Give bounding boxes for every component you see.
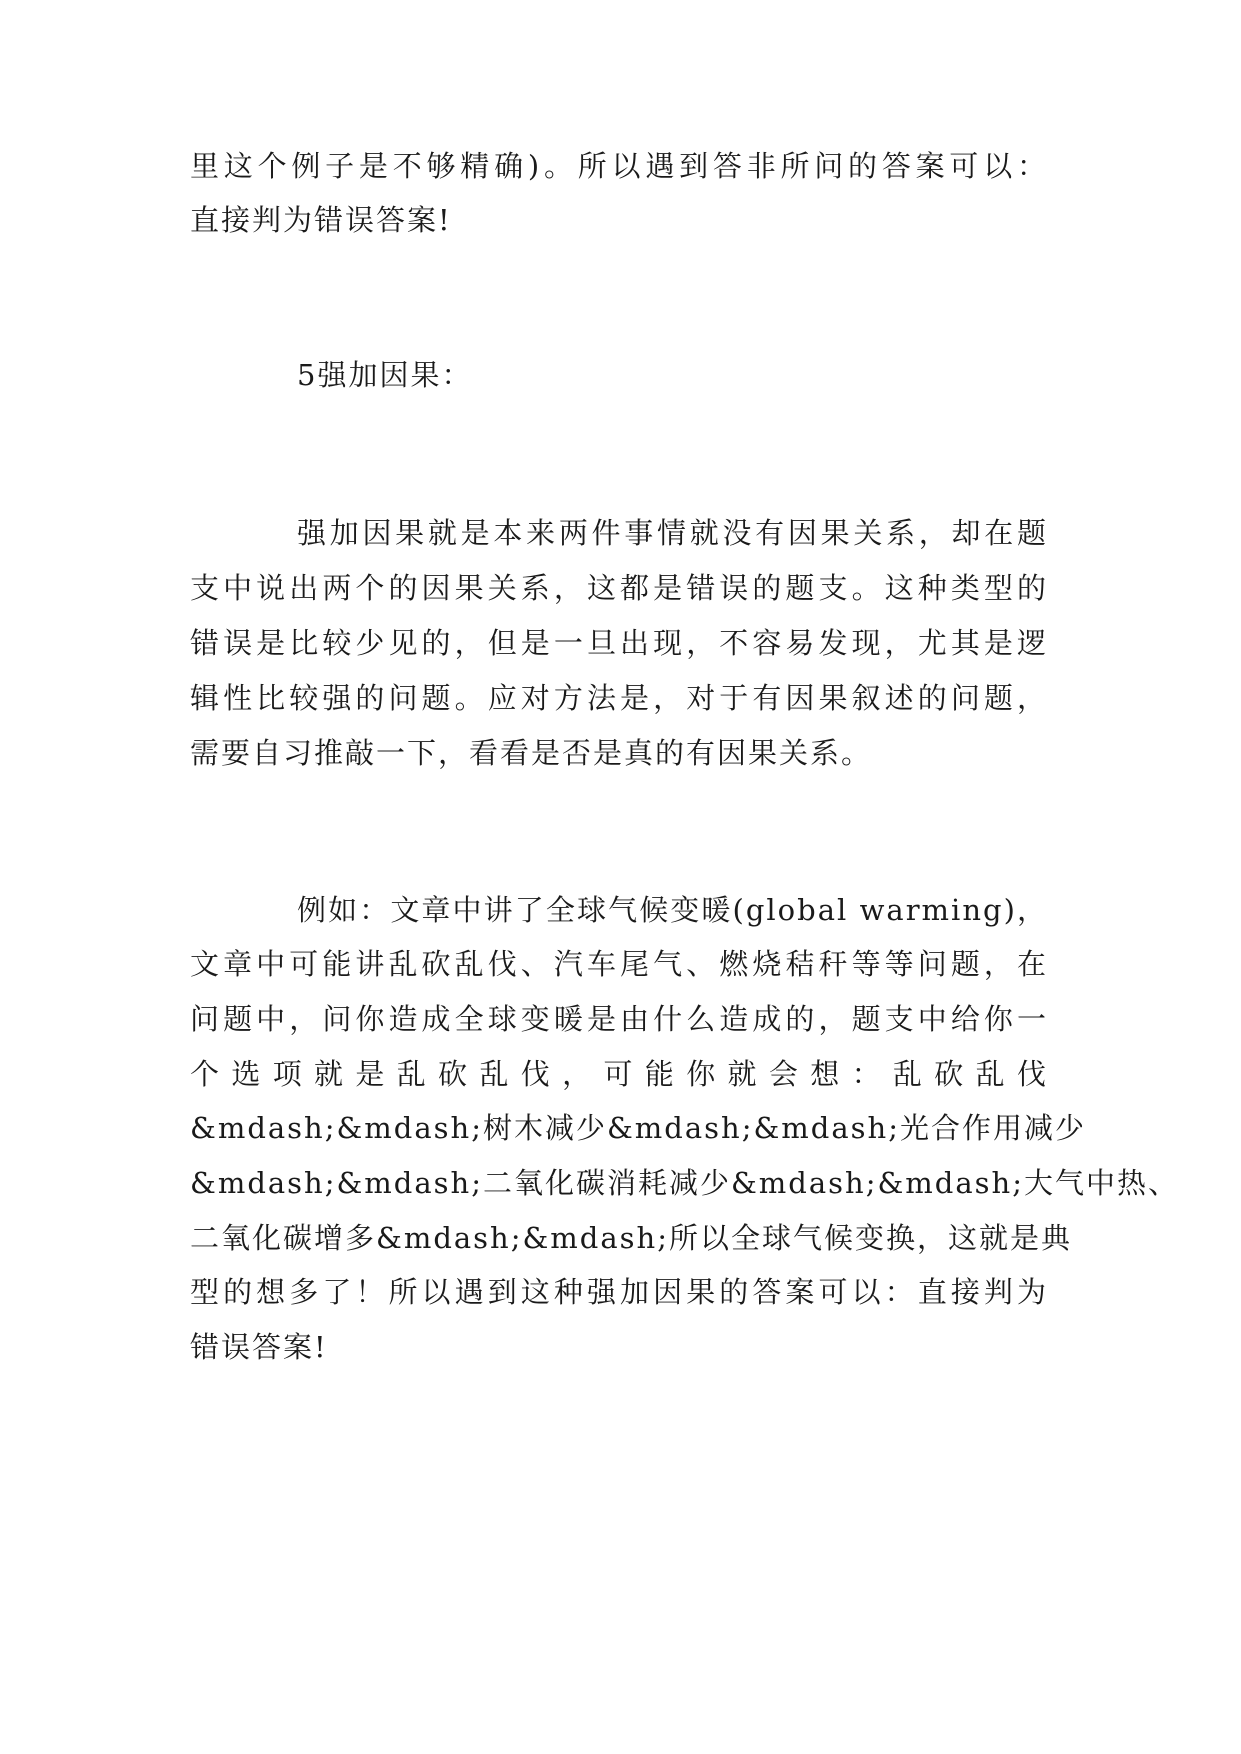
example-line-6: &mdash;&mdash;二氧化碳消耗减少&mdash;&mdash;大气中热、 — [190, 1166, 1179, 1200]
definition-line-1: 强加因果就是本来两件事情就没有因果关系，却在题 — [297, 516, 1048, 550]
example-line-3: 问题中，问你造成全球变暖是由什么造成的，题支中给你一 — [190, 1002, 1048, 1036]
example-line-4: 个选项就是乱砍乱伐，可能你就会想：乱砍乱伐 — [190, 1057, 1048, 1091]
intro-line-2: 直接判为错误答案! — [190, 203, 452, 237]
intro-line-1: 里这个例子是不够精确)。所以遇到答非所问的答案可以： — [190, 149, 1048, 183]
example-line-9: 错误答案! — [190, 1330, 328, 1364]
example-line-7: 二氧化碳增多&mdash;&mdash;所以全球气候变换，这就是典 — [190, 1221, 1072, 1255]
example-line-5: &mdash;&mdash;树木减少&mdash;&mdash;光合作用减少 — [190, 1111, 1086, 1145]
definition-line-5: 需要自习推敲一下，看看是否是真的有因果关系。 — [190, 736, 873, 770]
example-line-8: 型的想多了！所以遇到这种强加因果的答案可以：直接判为 — [190, 1275, 1048, 1309]
section-heading: 5强加因果： — [297, 358, 473, 392]
definition-line-4: 辑性比较强的问题。应对方法是，对于有因果叙述的问题， — [190, 681, 1048, 715]
definition-line-3: 错误是比较少见的，但是一旦出现，不容易发现，尤其是逻 — [190, 626, 1048, 660]
definition-line-2: 支中说出两个的因果关系，这都是错误的题支。这种类型的 — [190, 571, 1048, 605]
example-line-2: 文章中可能讲乱砍乱伐、汽车尾气、燃烧秸秆等等问题，在 — [190, 947, 1048, 981]
example-line-1: 例如：文章中讲了全球气候变暖(global warming)， — [297, 893, 1048, 927]
